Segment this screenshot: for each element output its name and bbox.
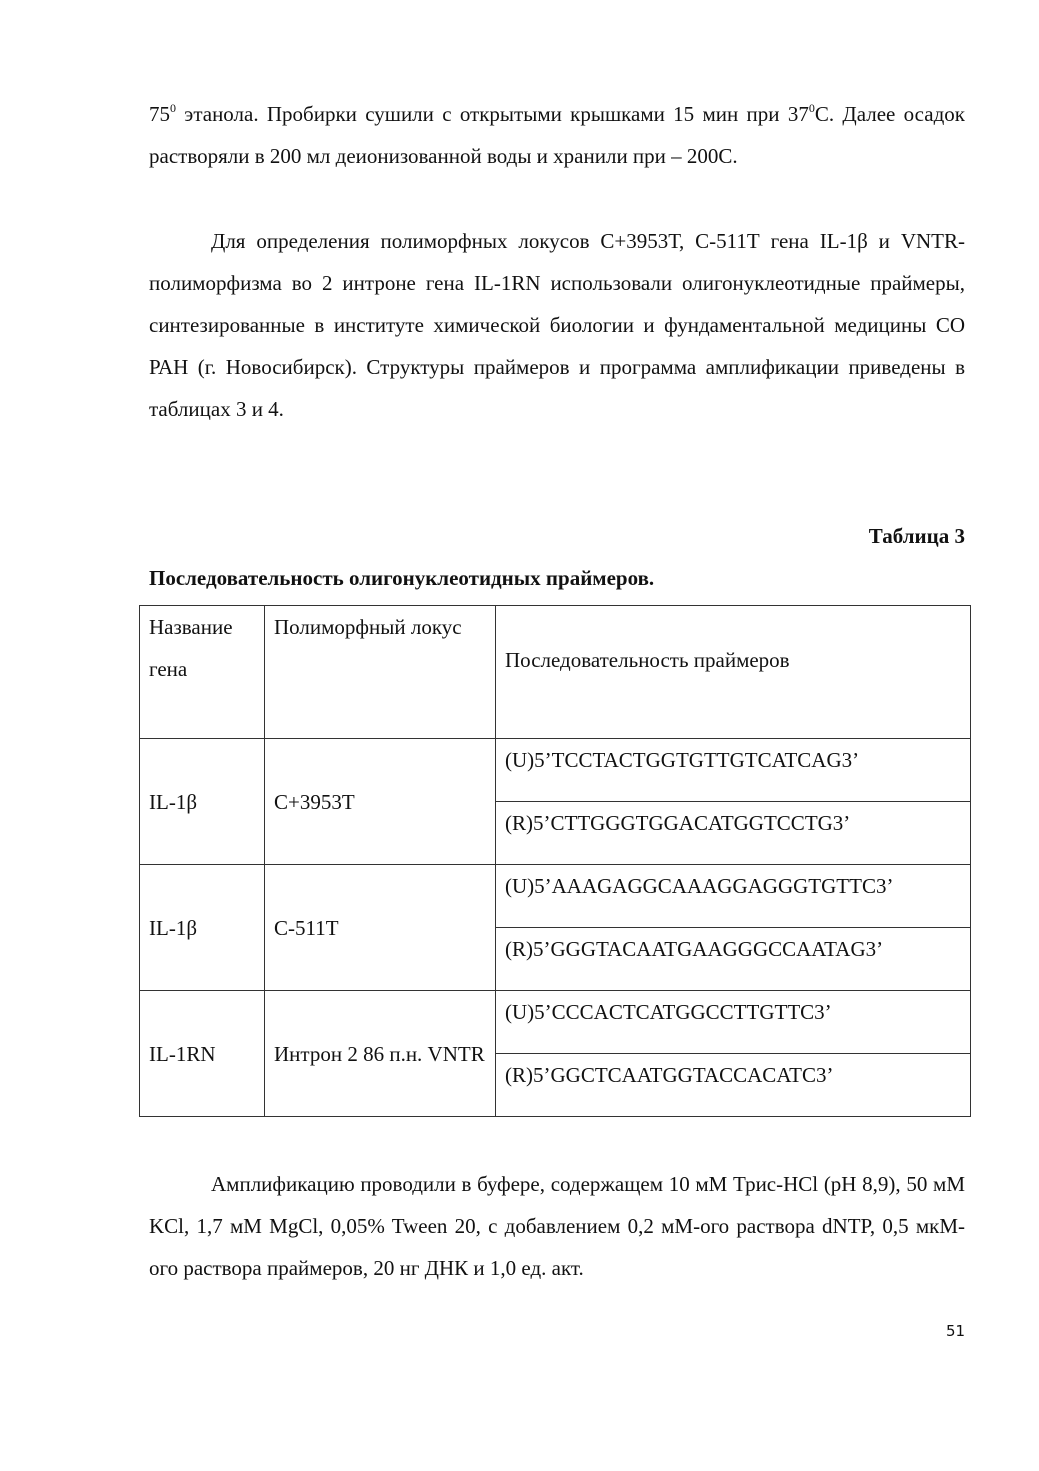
table-row	[140, 865, 971, 928]
sequence-forward: (U)5’AAAGAGGCAAAGGAGGGTGTTC3’	[496, 865, 971, 928]
sequence-reverse: (R)5’CTTGGGTGGACATGGTCCTG3’	[496, 802, 971, 865]
locus-cell: С-511Т	[265, 865, 496, 991]
sequence-reverse: (R)5’GGGTACAATGAAGGGCCAATAG3’	[496, 928, 971, 991]
page-number: 51	[946, 1322, 966, 1340]
primers-table	[139, 605, 971, 1117]
superscript: 0	[170, 101, 176, 115]
locus-cell: С+3953Т	[265, 739, 496, 865]
table-row	[140, 739, 971, 802]
sequence-forward: (U)5’TCCTACTGGTGTTGTCATCAG3’	[496, 739, 971, 802]
paragraph-ethanol	[149, 93, 965, 177]
table-caption: Последовательность олигонуклеотидных праймеров.	[149, 566, 655, 590]
text-run: 75	[149, 102, 170, 126]
table-number: Таблица 3	[868, 524, 965, 548]
paragraph-primers: Для определения полиморфных локусов С+3953Т, С-511Т гена IL-1β и VNTR-полиморфизма во 2 интроне гена IL-1RN использовали олигонуклеотидные праймеры, синтезированные в институте химической биологии и фундаментальной медицины СО РАН (г. Новосибирск). Структуры праймеров и программа амплификации приведены в таблицах 3 и 4.	[149, 229, 965, 421]
header-locus: Полиморфный локус	[265, 606, 496, 739]
sequence-forward: (U)5’CCCACTCATGGCCTTGTTC3’	[496, 991, 971, 1054]
superscript: 0	[808, 101, 815, 115]
header-gene: Название гена	[140, 606, 265, 739]
gene-cell: IL-1β	[140, 739, 265, 865]
text-run: этанола. Пробирки сушили с открытыми крышками 15 мин при 37	[176, 102, 809, 126]
paragraph-amplification: Амплификацию проводили в буфере, содержащем 10 мМ Трис-HCl (pH 8,9), 50 мМ KCl, 1,7 мМ MgCl, 0,05% Tween 20, с добавлением 0,2 мМ-ого раствора dNTP, 0,5 мкМ-ого раствора праймеров, 20 нг ДНК и 1,0 ед. акт.	[149, 1172, 965, 1280]
text-run: С. Далее осадок растворяли в 200 мл деионизованной воды и хранили при – 200С.	[149, 102, 965, 168]
sequence-reverse: (R)5’GGCTCAATGGTACCACATC3’	[496, 1054, 971, 1117]
table-header-row	[140, 606, 971, 739]
table-row	[140, 991, 971, 1054]
header-sequence: Последовательность праймеров	[496, 606, 971, 739]
gene-cell: IL-1β	[140, 865, 265, 991]
gene-cell: IL-1RN	[140, 991, 265, 1117]
locus-cell: Интрон 2 86 п.н. VNTR	[265, 991, 496, 1117]
